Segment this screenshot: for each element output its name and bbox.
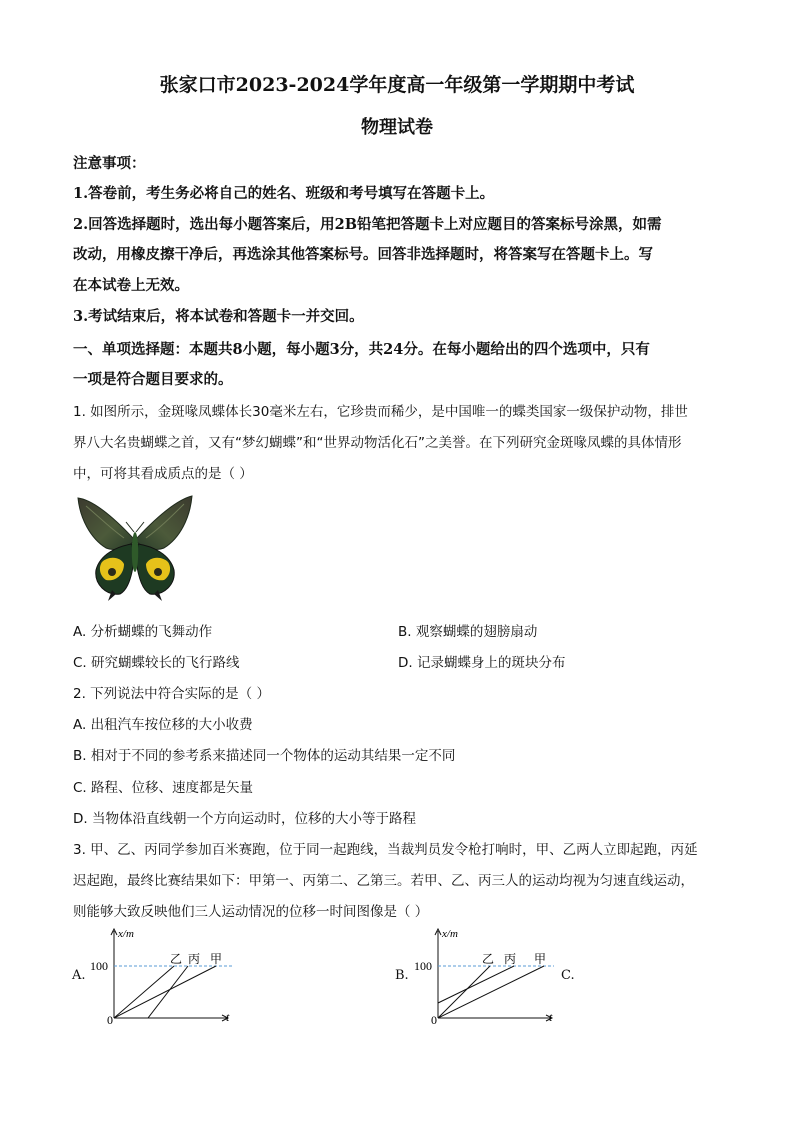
q1-option-a: A. 分析蝴蝶的飞舞动作 <box>73 624 213 640</box>
section-heading: 一项是符合题目要求的。 <box>73 371 233 388</box>
q1-option-c: C. 研究蝴蝶较长的飞行路线 <box>73 655 240 671</box>
graph-b-xlabel: t <box>549 1010 553 1024</box>
graph-b-origin: 0 <box>431 1013 437 1025</box>
q3-stem-line: 则能够大致反映他们三人运动情况的位移一时间图像是（ ） <box>73 904 429 920</box>
q3-stem-line: 3. 甲、乙、丙同学参加百米赛跑，位于同一起跑线，当裁判员发令枪打响时，甲、乙两人立即起跑，丙延 <box>73 842 698 858</box>
q1-option-b: B. 观察蝴蝶的翅膀扇动 <box>398 624 538 640</box>
q1-stem-line: 中，可将其看成质点的是（ ） <box>73 466 253 482</box>
q2-option-d: D. 当物体沿直线朝一个方向运动时，位移的大小等于路程 <box>73 811 416 827</box>
butterfly-image <box>76 490 194 602</box>
graph-a-name-yi: 乙 <box>170 952 183 966</box>
section-heading: 一、单项选择题：本题共8小题，每小题3分，共24分。在每小题给出的四个选项中，只有 <box>73 341 650 358</box>
graph-b-label: B. <box>395 968 409 983</box>
notes-heading: 注意事项： <box>73 155 146 172</box>
q2-option-c: C. 路程、位移、速度都是矢量 <box>73 780 254 796</box>
q2-stem: 2. 下列说法中符合实际的是（ ） <box>73 686 270 702</box>
graph-b <box>412 925 562 1025</box>
graph-a-tick-100: 100 <box>90 959 108 973</box>
graph-b-name-yi: 乙 <box>482 952 495 966</box>
graph-a-name-jia: 甲 <box>210 952 223 966</box>
graph-a-label: A. <box>72 968 86 983</box>
graph-a-ylabel: x/m <box>118 928 134 940</box>
notes-line: 3.考试结束后，将本试卷和答题卡一并交回。 <box>73 308 364 325</box>
graph-b-name-jia: 甲 <box>534 952 547 966</box>
graph-c-label: C. <box>561 968 575 983</box>
notes-line: 在本试卷上无效。 <box>73 277 189 294</box>
graph-a-name-bing: 丙 <box>188 952 201 966</box>
graph-b-tick-100: 100 <box>414 959 432 973</box>
notes-line: 1.答卷前，考生务必将自己的姓名、班级和考号填写在答题卡上。 <box>73 185 495 202</box>
graph-a-origin: 0 <box>107 1013 113 1025</box>
notes-line: 改动，用橡皮擦干净后，再选涂其他答案标号。回答非选择题时，将答案写在答题卡上。写 <box>73 246 653 263</box>
notes-line: 2.回答选择题时，选出每小题答案后，用2B铅笔把答题卡上对应题目的答案标号涂黑，如需 <box>73 216 662 233</box>
q3-stem-line: 迟起跑，最终比赛结果如下：甲第一、丙第二、乙第三。若甲、乙、丙三人的运动均视为匀速直线运动， <box>73 873 694 889</box>
graph-b-name-bing: 丙 <box>504 952 517 966</box>
q2-option-a: A. 出租汽车按位移的大小收费 <box>73 717 253 733</box>
q1-option-d: D. 记录蝴蝶身上的斑块分布 <box>398 655 566 671</box>
q2-option-b: B. 相对于不同的参考系来描述同一个物体的运动其结果一定不同 <box>73 748 456 764</box>
q1-stem-line: 界八大名贵蝴蝶之首，又有“梦幻蝴蝶”和“世界动物活化石”之美誉。在下列研究金斑喙凤蝶的具体情形 <box>73 435 682 451</box>
graph-a-xlabel: t <box>226 1010 230 1024</box>
exam-title: 张家口市2023-2024学年度高一年级第一学期期中考试 <box>159 74 635 96</box>
graph-a <box>88 925 248 1025</box>
q1-stem-line: 1. 如图所示，金斑喙凤蝶体长30毫米左右，它珍贵而稀少，是中国唯一的蝶类国家一级保护动物，排世 <box>73 404 688 420</box>
graph-b-ylabel: x/m <box>442 928 458 940</box>
exam-subtitle: 物理试卷 <box>361 117 433 138</box>
